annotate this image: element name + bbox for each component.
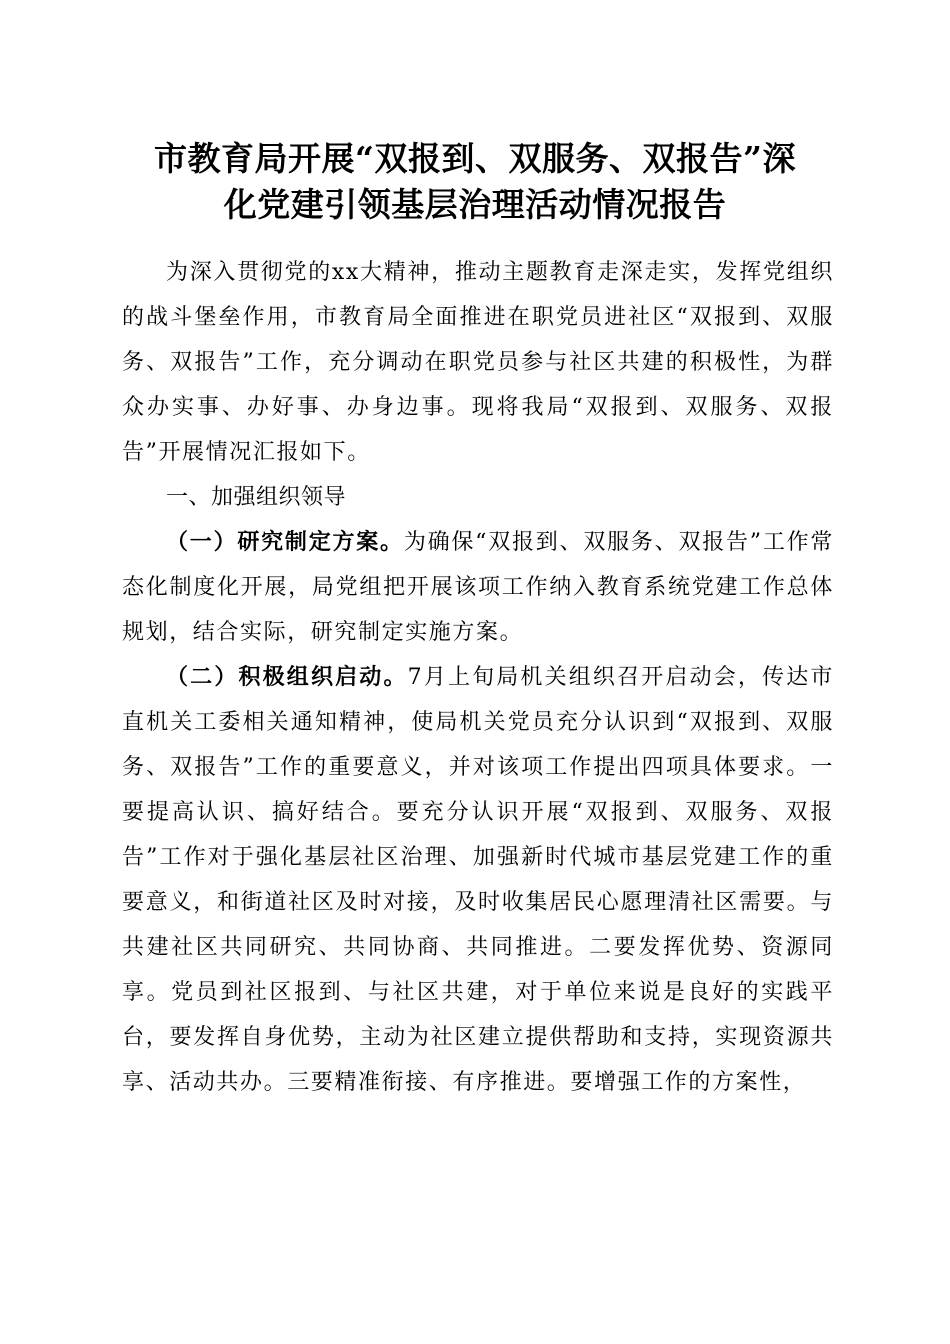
section1-item2-lead: （二）积极组织启动。: [166, 664, 408, 690]
document-title: [110, 136, 840, 228]
section-heading-1: 一、加强组织领导: [166, 485, 347, 510]
document-body: [122, 250, 834, 1105]
section1-item1-lead: （一）研究制定方案。: [166, 529, 404, 555]
title-line-2: 化党建引领基层治理活动情况报告: [223, 185, 727, 224]
intro-paragraph: 为深入贯彻党的xx大精神，推动主题教育走深走实，发挥党组织的战斗堡垒作用，市教育局全面推进在职党员进社区“双报到、双服务、双报告”工作，充分调动在职党员参与社区共建的积极性，为群众办实事、办好事、办身边事。现将我局“双报到、双服务、双报告”开展情况汇报如下。: [122, 260, 834, 465]
section1-item1-paragraph: [122, 520, 834, 655]
section1-item2-paragraph: [122, 655, 834, 1105]
title-line-1: 市教育局开展“双报到、双服务、双报告”深: [154, 139, 796, 178]
section1-item2-text: 7月上旬局机关组织召开启动会，传达市直机关工委相关通知精神，使局机关党员充分认识到“双报到、双服务、双报告”工作的重要意义，并对该项工作提出四项具体要求。一要提高认识、搞好结合。要充分认识开展“双报到、双服务、双报告”工作对于强化基层社区治理、加强新时代城市基层党建工作的重要意义，和街道社区及时对接，及时收集居民心愿理清社区需要。与共建社区共同研究、共同协商、共同推进。二要发挥优势、资源同享。党员到社区报到、与社区共建，对于单位来说是良好的实践平台，要发挥自身优势，主动为社区建立提供帮助和支持，实现资源共享、活动共办。三要精准衔接、有序推进。要增强工作的方案性，: [122, 665, 834, 1095]
section1-item1-text: 为确保“双报到、双服务、双报告”工作常态化制度化开展，局党组把开展该项工作纳入教育系统党建工作总体规划，结合实际，研究制定实施方案。: [122, 530, 834, 645]
